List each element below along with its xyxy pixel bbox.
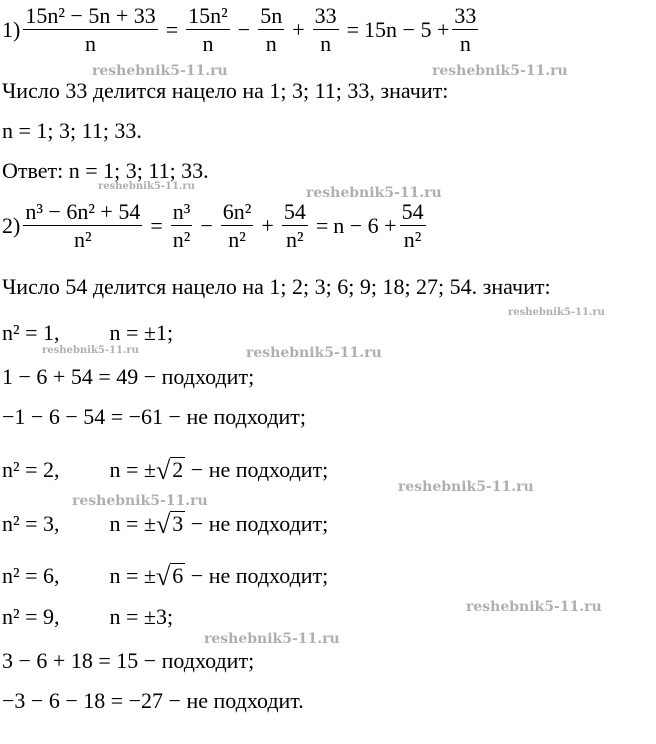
watermark: reshebnik5-11.ru <box>432 63 568 79</box>
n-values-1: n = 1; 3; 11; 33. <box>2 118 142 143</box>
case-2: n² = 2, n = ± √ 2 − не подходит; <box>2 456 329 485</box>
watermark: reshebnik5-11.ru <box>306 185 442 201</box>
check-3: 3 − 6 + 18 = 15 − подходит; <box>2 648 255 673</box>
fraction-term-2: $\frac{5n}{n}$ <box>260 3 283 57</box>
sqrt-symbol: √ 6 <box>156 562 184 591</box>
result-lead-2: n − 6 + <box>333 212 397 238</box>
fraction-numerator: 15n² − 5n + 33 <box>25 3 156 28</box>
watermark: reshebnik5-11.ru <box>398 479 534 495</box>
equation-2: 2) $\frac{\text{n³ − 6n² + 54}}{\text{n²}}$ = $\frac{\text{n³}}{\text{n²}}$ − $\frac{\text{6n²}}{\text{n²}}$ + $\frac{54}{\text{n²}}$ = n − 6 + $\frac{54}{\text{n²}}$ <box>2 199 424 253</box>
watermark: reshebnik5-11.ru <box>204 631 340 647</box>
result-lead-1: 15n − 5 + <box>364 16 450 42</box>
sqrt-symbol: √ 3 <box>156 510 184 539</box>
watermark: reshebnik5-11.ru <box>466 599 602 615</box>
fraction-term-1: $\frac{\text{15n²}}{n}$ <box>188 3 228 57</box>
case-3: n² = 3, n = ± √ 3 − не подходит; <box>2 510 329 539</box>
watermark: reshebnik5-11.ru <box>246 345 382 361</box>
divisibility-text-1: Число 33 делится нацело на 1; 3; 11; 33, значит: <box>2 78 449 103</box>
fraction-main-2: $\frac{\text{n³ − 6n² + 54}}{\text{n²}}$ <box>25 199 141 253</box>
check-2: −1 − 6 − 54 = −61 − не подходит; <box>2 404 307 429</box>
fraction-main-1 <box>23 4 157 55</box>
watermark: reshebnik5-11.ru <box>42 345 139 356</box>
sqrt-symbol: √ 2 <box>156 456 184 485</box>
part-label-1: 1) <box>2 16 21 42</box>
fraction-result-1: $\frac{33}{n}$ <box>454 3 477 57</box>
check-1: 1 − 6 + 54 = 49 − подходит; <box>2 364 255 389</box>
watermark: reshebnik5-11.ru <box>98 181 195 192</box>
check-4: −3 − 6 − 18 = −27 − не подходит. <box>2 688 304 713</box>
divisibility-text-2: Число 54 делится нацело на 1; 2; 3; 6; 9; 18; 27; 54. значит: <box>2 274 551 299</box>
fraction-term-6: $\frac{54}{\text{n²}}$ <box>283 199 306 253</box>
fraction-term-5: $\frac{\text{6n²}}{\text{n²}}$ <box>222 199 252 253</box>
watermark: reshebnik5-11.ru <box>508 307 605 318</box>
case-1: n² = 1, n = ±1; <box>2 320 174 345</box>
case-4: n² = 6, n = ± √ 6 − не подходит; <box>2 562 329 591</box>
fraction-denominator: n <box>85 31 97 57</box>
part-label-2: 2) <box>2 212 21 238</box>
watermark: reshebnik5-11.ru <box>72 493 208 509</box>
watermark: reshebnik5-11.ru <box>92 63 228 79</box>
fraction-term-3: $\frac{33}{n}$ <box>314 3 337 57</box>
fraction-result-2: $\frac{54}{\text{n²}}$ <box>401 199 424 253</box>
answer-1: Ответ: n = 1; 3; 11; 33. <box>2 158 209 183</box>
case-5: n² = 9, n = ±3; <box>2 604 174 629</box>
equation-1: 1) $\frac{\text{15n² − 5n + 33}}{n}$ = $\frac{\text{15n²}}{n}$ − $\frac{5n}{n}$ + $\frac{33}{n}$ = 15n − 5 + $\frac{33}{n}$ <box>2 3 477 57</box>
fraction-term-4: $\frac{\text{n³}}{\text{n²}}$ <box>172 199 191 253</box>
